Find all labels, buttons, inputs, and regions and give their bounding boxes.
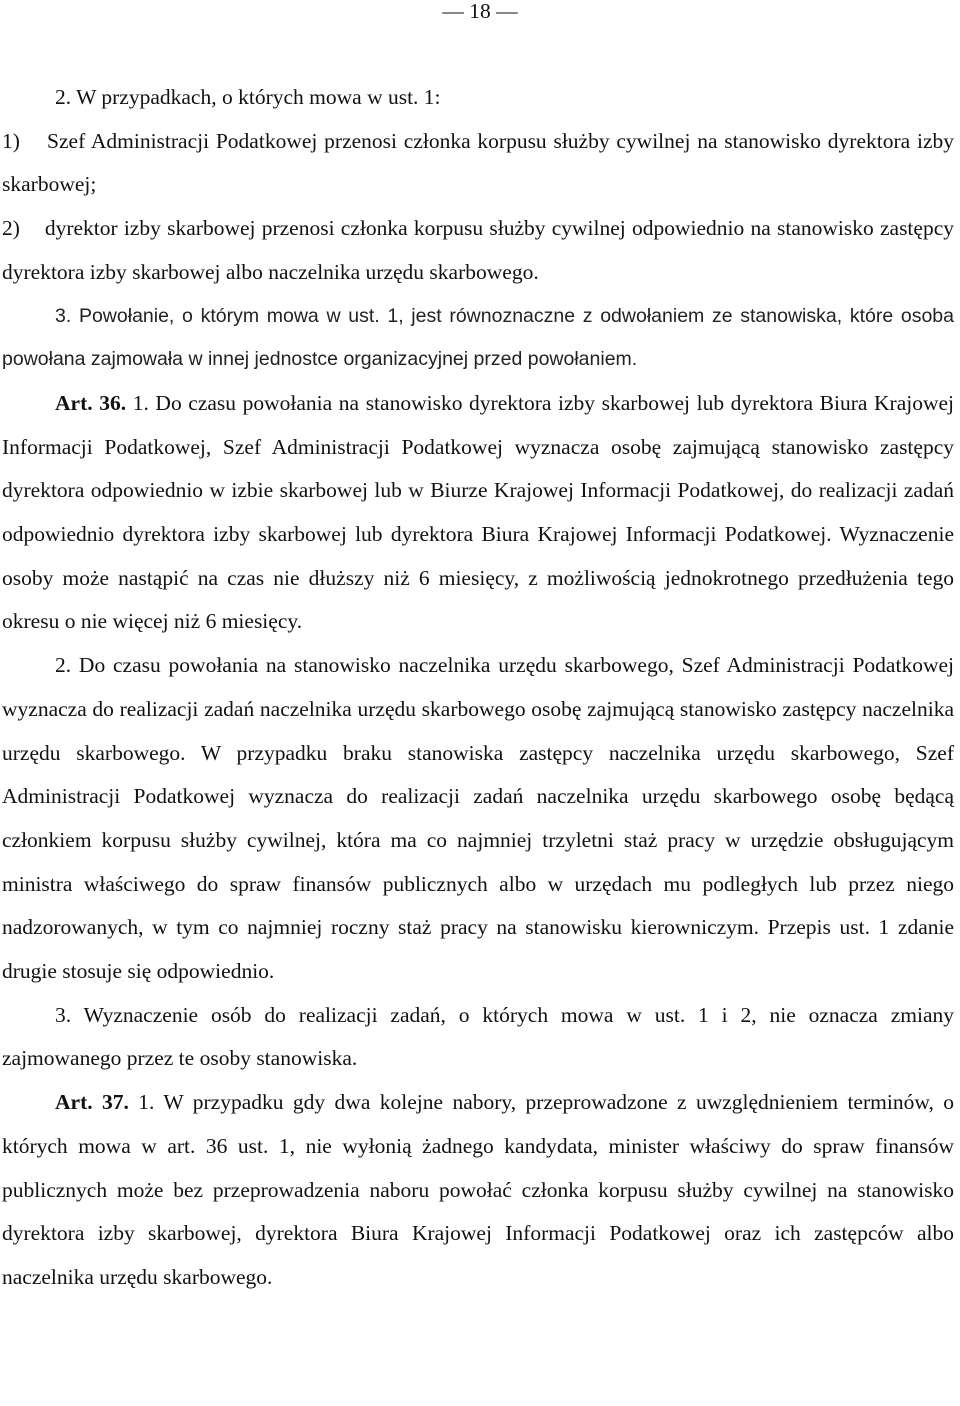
article-37-ust-1 [2,1081,954,1300]
article-36-ust-1-text: 1. Do czasu powołania na stanowisko dyrektora izby skarbowej lub dyrektora Biura Krajowej Informacji Podatkowej, Szef Administracji Podatkowej wyznacza osobę zajmującą stanowisko zastępcy dyrektora odpowiednio w izbie skarbowej lub w Biurze Krajowej Informacji Podatkowej, do realizacji zadań odpowiednio dyrektora izby skarbowej lub dyrektora Biura Krajowej Informacji Podatkowej. Wyznaczenie osoby może nastąpić na czas nie dłuższy niż 6 miesięcy, z możliwością jednokrotnego przedłużenia tego okresu o nie więcej niż 6 miesięcy. [2,390,955,634]
article-36-label: Art. 36. [55,390,127,415]
list-item-1: 1) Szef Administracji Podatkowej przenosi członka korpusu służby cywilnej na stanowisko dyrektora izby skarbowej; [2,128,954,197]
article-37-ust-1-text: 1. W przypadku gdy dwa kolejne nabory, przeprowadzone z uwzględnieniem terminów, o których mowa w art. 36 ust. 1, nie wyłonią żadnego kandydata, minister właściwy do spraw finansów publicznych może bez przeprowadzenia naboru powołać członka korpusu służby cywilnej na stanowisko dyrektora izby skarbowej, dyrektora Biura Krajowej Informacji Podatkowej oraz ich zastępców albo naczelnika urzędu skarbowego. [2,1090,954,1289]
paragraph-ust-3: 3. Powołanie, o którym mowa w ust. 1, jest równoznaczne z odwołaniem ze stanowiska, które osoba powołana zajmowała w innej jednostce organizacyjnej przed powołaniem. [2,304,954,371]
document-body [2,76,954,1300]
article-36-ust-1 [2,382,954,644]
paragraph-ust-2: 2. W przypadkach, o których mowa w ust. 1: [55,85,441,109]
article-36-ust-3: 3. Wyznaczenie osób do realizacji zadań, o których mowa w ust. 1 i 2, nie oznacza zmiany zajmowanego przez te osoby stanowiska. [2,1002,954,1071]
article-37-label: Art. 37. [55,1090,129,1115]
page-number: — 18 — [442,0,518,23]
article-36-ust-2: 2. Do czasu powołania na stanowisko naczelnika urzędu skarbowego, Szef Administracji Podatkowej wyznacza do realizacji zadań naczelnika urzędu skarbowego osobę zajmującą stanowisko zastępcy naczelnika urzędu skarbowego. W przypadku braku stanowiska zastępcy naczelnika urzędu skarbowego, Szef Administracji Podatkowej wyznacza do realizacji zadań naczelnika urzędu skarbowego osobę będącą członkiem korpusu służby cywilnej, która ma co najmniej trzyletni staż pracy w urzędzie obsługującym ministra właściwego do spraw finansów publicznych albo w urzędach mu podległych lub przez niego nadzorowanych, w tym co najmniej roczny staż pracy na stanowisku kierowniczym. Przepis ust. 1 zdanie drugie stosuje się odpowiednio. [2,653,954,984]
list-item-2: 2) dyrektor izby skarbowej przenosi członka korpusu służby cywilnej odpowiednio na stanowisko zastępcy dyrektora izby skarbowej albo naczelnika urzędu skarbowego. [2,216,954,284]
